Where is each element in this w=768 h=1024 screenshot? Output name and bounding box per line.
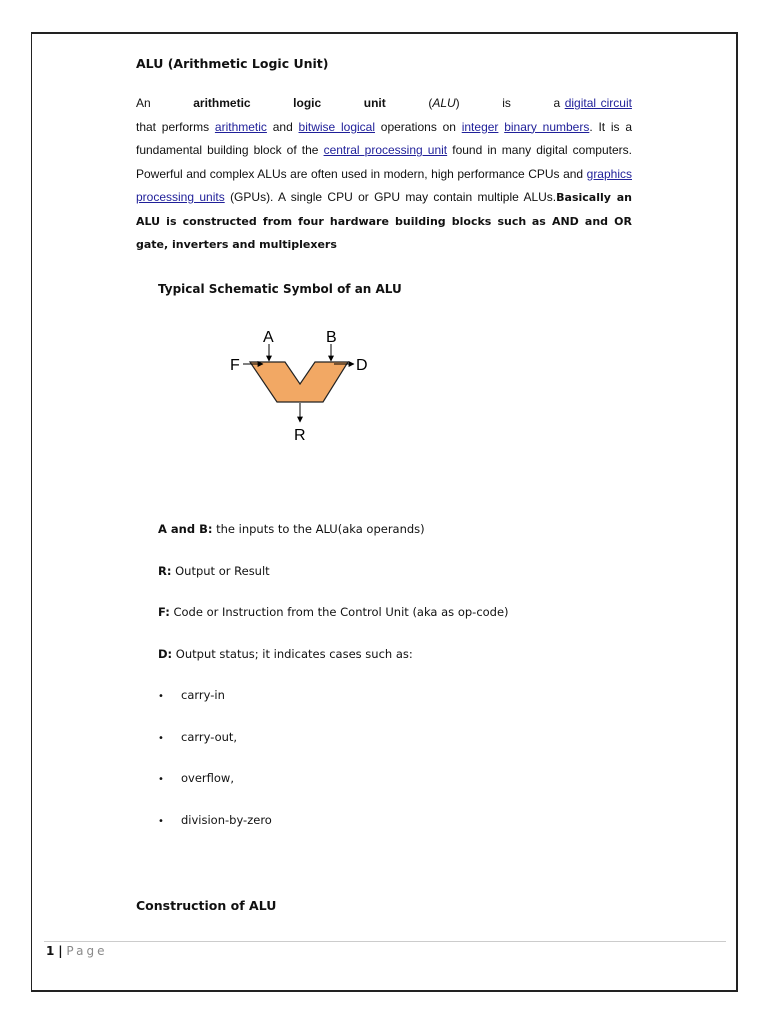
definition-r: [158, 564, 270, 578]
list-item-text: carry-in: [181, 688, 225, 702]
bullet-icon: •: [158, 774, 164, 785]
definition-d: [158, 647, 413, 661]
link-bitwise-logical[interactable]: bitwise logical: [298, 119, 375, 134]
label-a: A: [263, 329, 274, 346]
link-central-processing-unit[interactable]: central processing unit: [323, 143, 448, 157]
definition-text: the inputs to the ALU(aka operands): [212, 522, 425, 536]
list-item-text: division-by-zero: [181, 813, 272, 827]
intro-text: is a: [502, 96, 561, 110]
page-footer: [46, 944, 107, 958]
intro-text: found in many digital computers. Powerful and complex ALUs are often used in modern, high performance CPUs and: [136, 143, 632, 181]
intro-abbr: ALU: [432, 96, 456, 110]
intro-text: and: [272, 119, 293, 134]
label-d: D: [356, 357, 368, 374]
intro-text: ): [455, 96, 460, 110]
list-item-text: carry-out,: [181, 730, 238, 744]
link-graphics-processing-units[interactable]: graphics processing units: [136, 166, 632, 204]
footer-divider: [44, 941, 726, 942]
bullet-icon: •: [158, 816, 164, 827]
section-heading: Construction of ALU: [136, 898, 277, 913]
link-binary-numbers[interactable]: binary numbers: [504, 119, 590, 134]
definition-text: Code or Instruction from the Control Unit (aka as op-code): [169, 605, 509, 619]
definition-a-b: [158, 522, 425, 536]
definition-key: D:: [158, 647, 173, 661]
bullet-icon: •: [158, 691, 164, 702]
intro-text: An: [136, 96, 151, 110]
definition-text: Output status; it indicates cases such as:: [172, 647, 413, 661]
intro-term: arithmetic: [193, 96, 251, 110]
footer-separator: |: [58, 944, 63, 958]
definition-key: A and B:: [158, 522, 213, 536]
intro-term: logic: [293, 96, 322, 110]
list-item: [158, 813, 272, 827]
document-title: ALU (Arithmetic Logic Unit): [136, 56, 329, 71]
label-r: R: [294, 427, 306, 444]
intro-bold-text: as AND and OR gate, inverters and multiplexers: [136, 214, 632, 251]
bullet-icon: •: [158, 733, 164, 744]
label-f: F: [230, 357, 240, 374]
label-b: B: [326, 329, 337, 346]
intro-text: . It is a fundamental building block of the: [136, 119, 632, 157]
definition-f: [158, 605, 509, 619]
intro-paragraph: [136, 92, 632, 257]
list-item: [158, 688, 225, 702]
alu-body: [250, 362, 348, 402]
page-label: Page: [66, 944, 108, 958]
intro-bold-text: Basically an ALU is constructed from four hardware building blocks such: [136, 191, 632, 228]
link-integer[interactable]: integer: [461, 119, 499, 134]
intro-text: (GPUs). A single CPU or GPU may contain multiple ALUs.: [230, 190, 557, 204]
intro-text: that performs: [136, 119, 210, 134]
alu-schematic-diagram: [225, 322, 375, 452]
definition-text: Output or Result: [171, 564, 270, 578]
definition-key: F:: [158, 605, 170, 619]
list-item: [158, 771, 234, 785]
link-arithmetic[interactable]: arithmetic: [214, 119, 267, 134]
list-item-text: overflow,: [181, 771, 234, 785]
page-number: 1: [46, 944, 55, 958]
list-item: [158, 730, 237, 744]
intro-text: operations on: [380, 119, 456, 134]
link-digital-circuit[interactable]: digital circuit: [564, 96, 632, 110]
symbol-heading: Typical Schematic Symbol of an ALU: [158, 282, 402, 296]
intro-term: unit: [363, 96, 386, 110]
intro-text: (: [428, 96, 433, 110]
definition-key: R:: [158, 564, 172, 578]
